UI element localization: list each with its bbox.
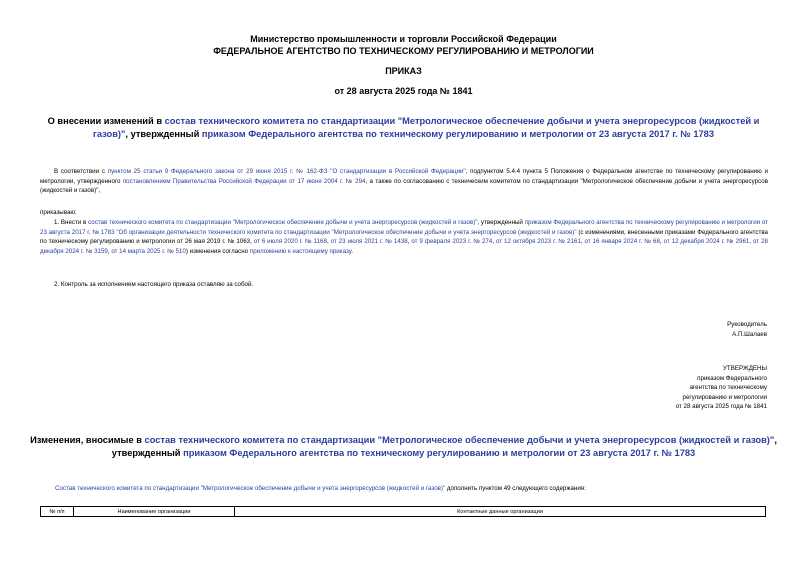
- amendment-link-2024-jan[interactable]: от 16 января 2024 г. № 68: [584, 238, 660, 245]
- amendment-link-2023-oct[interactable]: от 12 октября 2023 г. № 2161: [495, 238, 581, 245]
- amendment-link-2025[interactable]: от 14 марта 2025 г. № 510: [111, 247, 186, 255]
- appendix-link[interactable]: приложению к настоящему приказу: [249, 247, 352, 255]
- item1-order-link[interactable]: приказом Федерального агентства по техническому регулированию и метрологии от 23 августа 2017 г. № 1783 "Об организации деятельности технического комитета по стандартизации "Метрологическое обеспечение добычи и учета энергоресурсов (жидкостей и газов)": [40, 219, 768, 236]
- approved-line-2: приказом Федерального: [697, 374, 767, 382]
- intro-committee-link[interactable]: Состав технического комитета по стандартизации "Метрологическое обеспечение добычи и учета энергоресурсов (жидкостей и газов)": [55, 485, 446, 492]
- col-number: № п/п: [41, 507, 74, 517]
- signature-block: [727, 320, 767, 339]
- table-header-row: [41, 507, 766, 517]
- amendment-link-2024-dec-28[interactable]: от 28 декабря 2024 г. № 3159: [40, 238, 768, 255]
- changes-committee-link[interactable]: состав технического комитета по стандартизации "Метрологическое обеспечение добычи и учета энергоресурсов (жидкостей и газов)": [144, 435, 775, 445]
- col-contacts: Контактные данные организации: [235, 507, 766, 517]
- approved-line-3: агентства по техническому: [689, 384, 767, 391]
- title-committee-link[interactable]: состав технического комитета по стандартизации "Метрологическое обеспечение добычи и учета энергоресурсов (жидкостей и газов)": [92, 116, 760, 139]
- approved-label: УТВЕРЖДЕНЫ: [723, 365, 767, 372]
- col-organization: Наименование организации: [74, 507, 235, 517]
- doc-type: ПРИКАЗ: [385, 66, 422, 76]
- doc-date-number: от 28 августа 2025 года № 1841: [334, 86, 473, 96]
- signatory-name: А.П.Шалаев: [732, 330, 767, 338]
- agency-name: ФЕДЕРАЛЬНОЕ АГЕНТСТВО ПО ТЕХНИЧЕСКОМУ РЕГУЛИРОВАНИЮ И МЕТРОЛОГИИ: [213, 46, 594, 56]
- ministry-name: Министерство промышленности и торговли Российской Федерации: [250, 34, 557, 44]
- item-2-paragraph: 2. Контроль за исполнением настоящего приказа оставляю за собой.: [54, 281, 254, 288]
- federal-law-link[interactable]: пунктом 25 статьи 9 Федерального закона от 29 июня 2015 г. № 162-ФЗ "О стандартизации в Российской Федерации": [107, 168, 466, 175]
- amendment-link-2024-dec-12[interactable]: от 12 декабря 2024 г. № 2961: [663, 238, 750, 245]
- changes-title: Изменения, вносимые в состав технического комитета по стандартизации "Метрологическое обеспечение добычи и учета энергоресурсов (жидкостей и газов)", утвержденный приказом Федерального агентства по техническому регулированию и метрологии от 23 августа 2017 г. № 1783: [30, 435, 777, 458]
- approval-block: [676, 364, 767, 412]
- title-order-link[interactable]: приказом Федерального агентства по техническому регулированию и метрологии от 23 августа 2017 г. № 1783: [201, 128, 715, 139]
- amendment-link-2020[interactable]: от 6 июля 2020 г. № 1168: [253, 238, 327, 245]
- order-title: О внесении изменений в состав технического комитета по стандартизации "Метрологическое обеспечение добычи и учета энергоресурсов (жидкостей и газов)", утвержденный приказом Федерального агентства по техническому регулированию и метрологии от 23 августа 2017 г. № 1783: [47, 116, 760, 139]
- approved-line-5: от 28 августа 2025 года № 1841: [675, 403, 767, 410]
- members-table: [40, 506, 766, 517]
- changes-order-link[interactable]: приказом Федерального агентства по техническому регулированию и метрологии от 23 августа 2017 г. № 1783: [183, 447, 696, 458]
- amendment-link-2023-feb[interactable]: от 9 февраля 2023 г. № 274: [411, 238, 493, 245]
- approved-line-4: регулированию и метрологии: [682, 393, 767, 401]
- item1-committee-link[interactable]: состав технического комитета по стандартизации "Метрологическое обеспечение добычи и учета энергоресурсов (жидкостей и газов)": [88, 219, 478, 226]
- preamble-paragraph: В соответствии с пунктом 25 статьи 9 Федерального закона от 29 июня 2015 г. № 162-ФЗ "О стандартизации в Российской Федерации", подпунктом 5.4.4 пункта 5 Положения о Федеральном агентстве по техническому регулированию и метрологии, утвержденного постановлением Правительства Российской Федерации от 17 июня 2004 г. № 294, а также по согласованию с техническим комитетом по стандартизации "Метрологическое обеспечение добычи и учета энергоресурсов (жидкостей и газов)",: [40, 168, 768, 194]
- signatory-position: Руководитель: [727, 321, 767, 328]
- changes-intro: Состав технического комитета по стандартизации "Метрологическое обеспечение добычи и учета энергоресурсов (жидкостей и газов)" дополнить пунктом 49 следующего содержания:: [55, 485, 586, 492]
- government-decree-link[interactable]: постановлением Правительства Российской Федерации от 17 июня 2004 г. № 294: [122, 177, 366, 185]
- item-1-paragraph: 1. Внести в состав технического комитета по стандартизации "Метрологическое обеспечение добычи и учета энергоресурсов (жидкостей и газов)", утвержденный приказом Федерального агентства по техническому регулированию и метрологии от 23 августа 2017 г. № 1783 "Об организации деятельности технического комитета по стандартизации "Метрологическое обеспечение добычи и учета энергоресурсов (жидкостей и газов)" (с изменениями, внесенными приказами Федерального агентства по техническому регулированию и метрологии от 26 мая 2019 г. № 1063, от 6 июля 2020 г. № 1168, от 23 июля 2021 г. № 1438, от 9 февраля 2023 г. № 274, от 12 октября 2023 г. № 2161, от 16 января 2024 г. № 68, от 12 декабря 2024 г. № 2961, от 28 декабря 2024 г. № 3159, от 14 марта 2025 г. № 510) изменения согласно приложению к настоящему приказу.: [40, 219, 769, 255]
- order-word: приказываю:: [40, 209, 77, 216]
- amendment-link-2021[interactable]: от 23 июля 2021 г. № 1438: [330, 238, 408, 245]
